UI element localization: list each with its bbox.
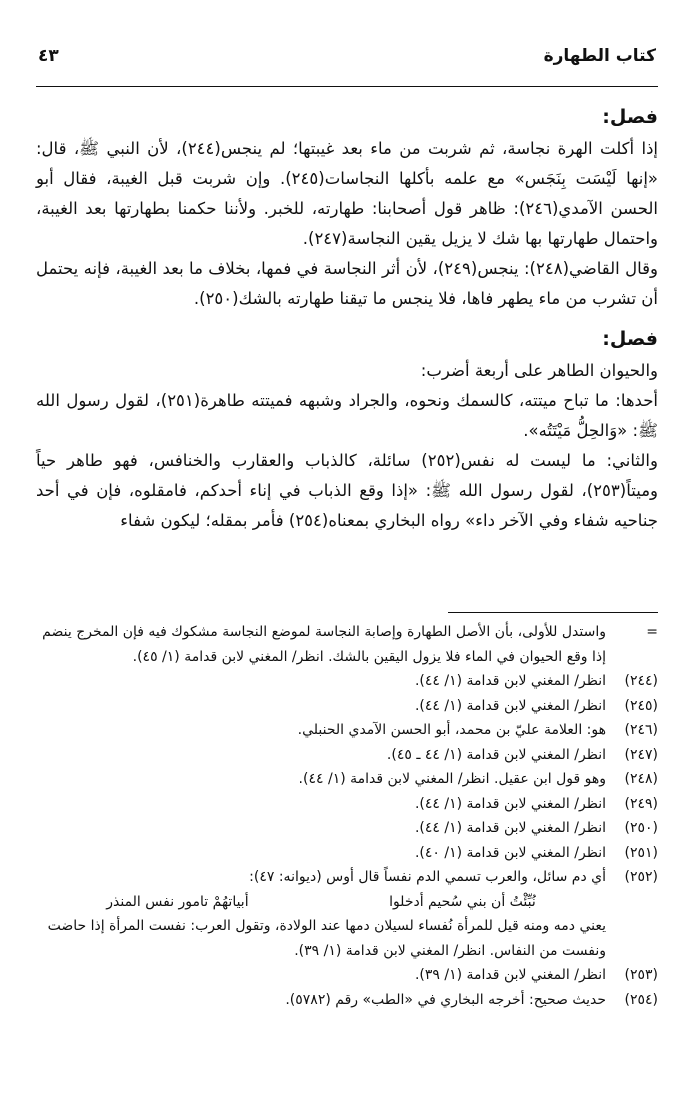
footnote-text: أي دم سائل، والعرب تسمي الدم نفساً قال أوس (ديوانه: ٤٧): bbox=[249, 869, 606, 885]
footnote-text: وهو قول ابن عقيل. انظر/ المغني لابن قدامة (١/ ٤٤). bbox=[298, 771, 606, 787]
footnote-text: انظر/ المغني لابن قدامة (١/ ٤٤ ـ ٤٥). bbox=[386, 746, 606, 763]
poetry-verse bbox=[36, 890, 606, 915]
footnote-text: انظر/ المغني لابن قدامة (١/ ٤٤). bbox=[414, 795, 606, 812]
footnote-number: (٢٤٤) bbox=[624, 673, 658, 689]
footnote-text: انظر/ المغني لابن قدامة (١/ ٤٤). bbox=[414, 820, 606, 836]
footnote bbox=[36, 988, 658, 1013]
footnote-number: (٢٤٧) bbox=[624, 746, 658, 763]
paragraph: أحدها: ما تباح ميتته، كالسمك ونحوه، والجراد وشبهه فميتته طاهرة(٢٥١)، لقول رسول الله ﷺ: «وَالحِلُّ مَيْتَتُه». bbox=[36, 391, 659, 440]
verse-second-hemistich: أبياتهُمْ تامور نفس المنذر bbox=[106, 893, 249, 910]
footnote-number: (٢٤٩) bbox=[624, 795, 658, 812]
footnote-text: انظر/ المغني لابن قدامة (١/ ٣٩). bbox=[414, 967, 606, 983]
header-divider bbox=[36, 86, 658, 87]
footnote-divider bbox=[448, 612, 658, 613]
footnote bbox=[36, 694, 658, 719]
spacer bbox=[36, 314, 658, 322]
paragraph: وقال القاضي(٢٤٨): ينجس(٢٤٩)، لأن أثر النجاسة في فمها، بخلاف ما بعد الغيبة، فإنه يحتمل أن تشرب من ماء يطهر فاها، فلا ينجس ما تيقنا طهارته بالشك(٢٥٠). bbox=[36, 259, 658, 308]
footnotes bbox=[36, 620, 658, 1012]
footnote bbox=[36, 718, 658, 743]
footnote bbox=[36, 743, 658, 768]
paragraph: إذا أكلت الهرة نجاسة، ثم شربت من ماء بعد غيبتها؛ لم ينجس(٢٤٤)، لأن النبي ﷺ، قال: «إنها لَيْسَت بِنَجَس» مع علمه بأكلها النجاسات(٢٤٥). وإن شربت قبل الغيبة، فقال أبو الحسن الآمدي(٢٤٦): ظاهر قول أصحابنا: طهارته، للخبر. ولأننا حكمنا بطهارتها بعد الغيبة، واحتمال طهارتها بها شك لا يزيل يقين النجاسة(٢٤٧). bbox=[36, 139, 658, 248]
page-header bbox=[38, 40, 656, 76]
footnote-text: انظر/ المغني لابن قدامة (١/ ٤٤). bbox=[414, 697, 606, 714]
footnote-number: (٢٥١) bbox=[624, 844, 658, 861]
running-title: كتاب الطهارة bbox=[543, 46, 656, 66]
footnote bbox=[36, 792, 658, 817]
footnote-number: (٢٤٦) bbox=[624, 722, 658, 738]
footnote-number: (٢٤٥) bbox=[624, 697, 658, 714]
footnote bbox=[36, 669, 658, 694]
footnote bbox=[36, 767, 658, 792]
paragraph: والحيوان الطاهر على أربعة أضرب: bbox=[420, 361, 658, 380]
footnote-number: (٢٥٠) bbox=[624, 820, 658, 836]
footnote-number: (٢٥٤) bbox=[624, 991, 658, 1008]
section-title: فصل: bbox=[602, 106, 658, 128]
footnote-continuation bbox=[36, 620, 658, 669]
footnote-text: انظر/ المغني لابن قدامة (١/ ٤٤). bbox=[414, 673, 606, 689]
main-text bbox=[36, 100, 658, 536]
footnote bbox=[36, 963, 658, 988]
section-title: فصل: bbox=[602, 328, 658, 350]
footnote bbox=[36, 865, 658, 890]
footnote bbox=[36, 841, 658, 866]
footnote-text: حديث صحيح: أخرجه البخاري في «الطب» رقم (٥٧٨٢). bbox=[285, 991, 606, 1008]
footnote-text: هو: العلامة عليّ بن محمد، أبو الحسن الآمدي الحنبلي. bbox=[297, 722, 606, 738]
footnote-text: يعني دمه ومنه قيل للمرأة نُفساء لسيلان دمها عند الولادة، وتقول العرب: نفست المرأة إذا حاضت ونفست من النفاس. انظر/ المغني لابن قدامة (١/ ٣٩). bbox=[47, 918, 606, 959]
footnote-number: (٢٥٣) bbox=[624, 967, 658, 983]
verse-first-hemistich: نُبِّئْتُ أن بني سُحيم أدخلوا bbox=[389, 893, 536, 910]
footnote-text: انظر/ المغني لابن قدامة (١/ ٤٠). bbox=[414, 844, 606, 861]
footnote-number: (٢٤٨) bbox=[624, 771, 658, 787]
paragraph: والثاني: ما ليست له نفس(٢٥٢) سائلة، كالذباب والعقارب والخنافس، فهو طاهر حياً وميتاً(٢٥٣)، لقول رسول الله ﷺ: «إذا وقع الذباب في إناء أحدكم، فامقلوه، فإن في أحد جناحيه شفاء وفي الآخر داء» رواه البخاري بمعناه(٢٥٤) فأمر بمقله؛ ليكون شفاء bbox=[36, 451, 658, 530]
footnote-number: (٢٥٢) bbox=[624, 869, 658, 885]
page-number: ٤٣ bbox=[38, 46, 59, 66]
footnote-text: واستدل للأولى، بأن الأصل الطهارة وإصابة النجاسة لموضع النجاسة مشكوك فيه فإن المخرج ينضم إذا وقع الحيوان في الماء فلا يزول اليقين بالشك. انظر/ المغني لابن قدامة (١/ ٤٥). bbox=[42, 624, 606, 665]
continuation-mark: = bbox=[646, 624, 658, 640]
footnote bbox=[36, 816, 658, 841]
